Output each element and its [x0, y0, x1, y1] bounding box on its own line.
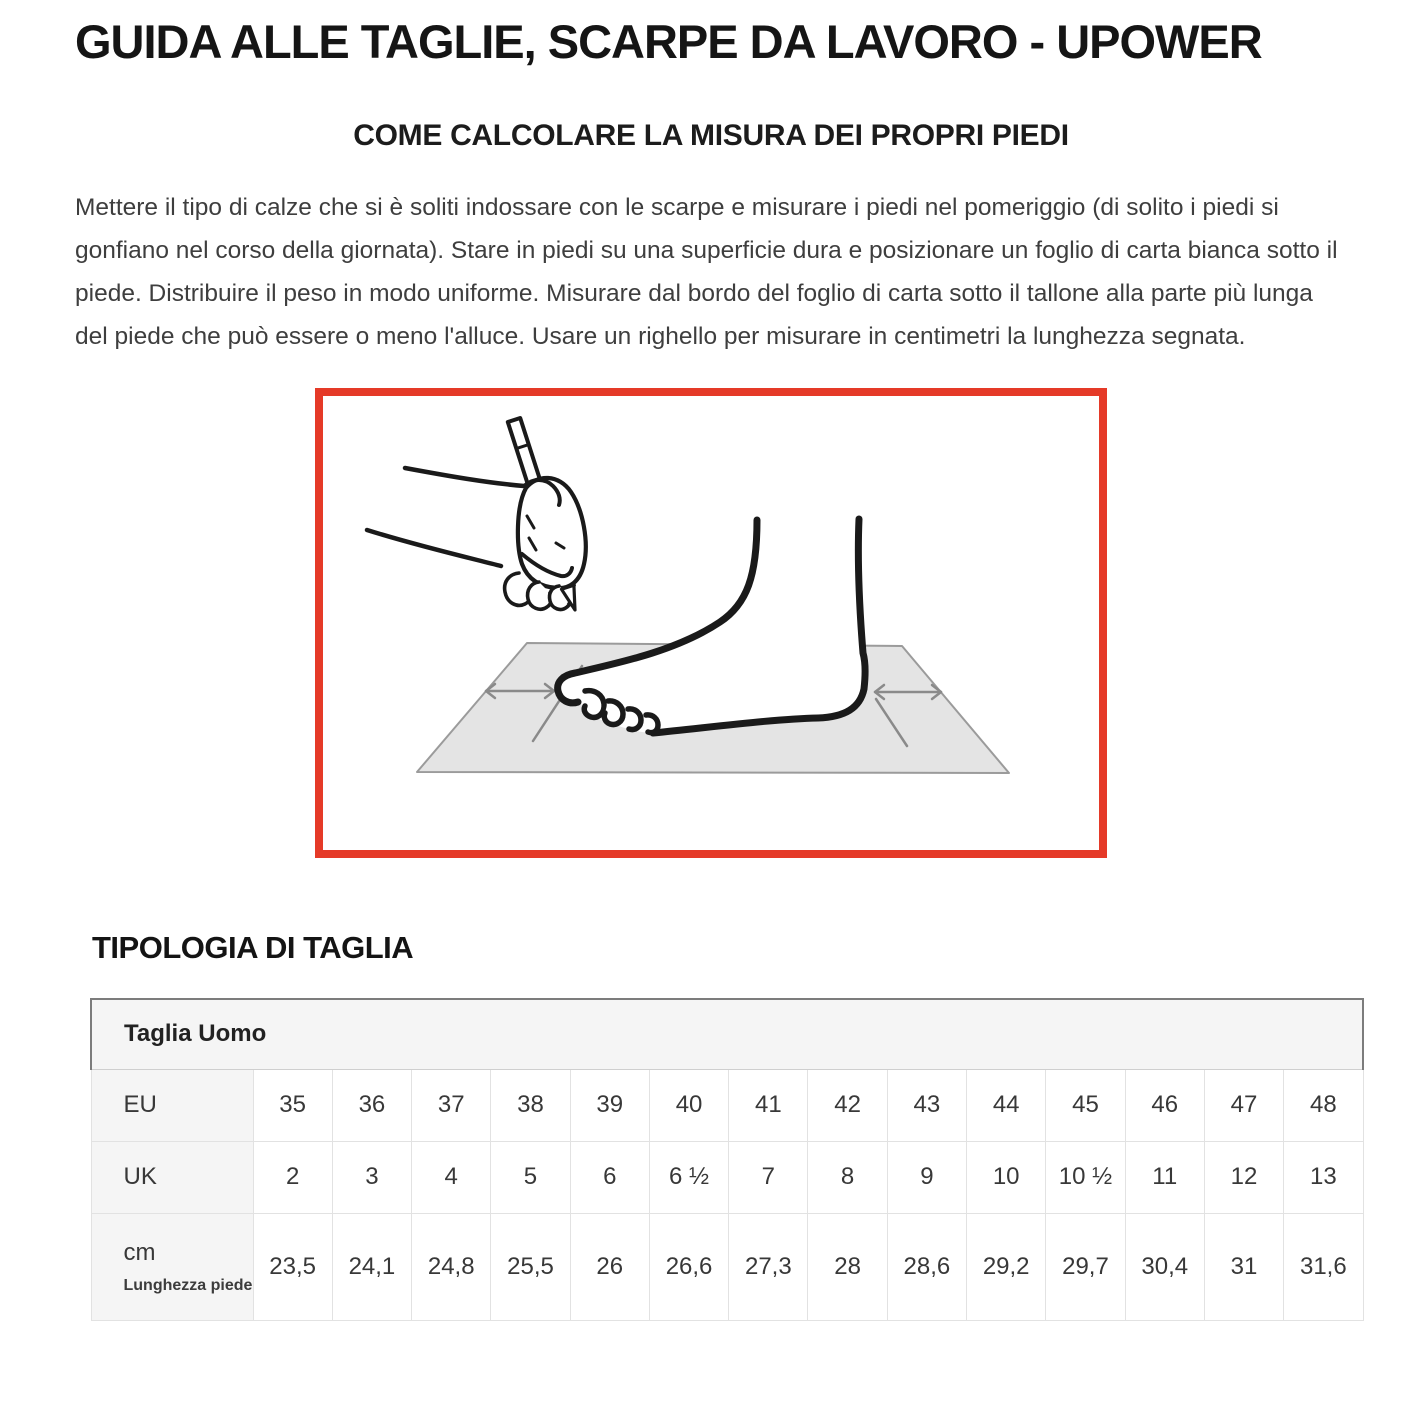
size-cell: 45 [1046, 1069, 1125, 1141]
hand-with-pencil [367, 418, 586, 610]
size-cell: 12 [1204, 1141, 1283, 1213]
size-table [90, 998, 1364, 1321]
table-row [91, 1213, 1363, 1320]
section-heading: TIPOLOGIA DI TAGLIA [92, 929, 414, 965]
size-cell: 2 [253, 1141, 332, 1213]
table-title-row [91, 999, 1363, 1070]
size-cell: 44 [967, 1069, 1046, 1141]
foot-measurement-figure [315, 388, 1107, 858]
size-cell: 38 [491, 1069, 570, 1141]
size-cell: 27,3 [729, 1213, 808, 1320]
foot-outline [558, 519, 865, 734]
size-cell: 30,4 [1125, 1213, 1204, 1320]
size-cell: 48 [1284, 1069, 1363, 1141]
size-cell: 3 [332, 1141, 411, 1213]
size-row-label: EU [91, 1069, 253, 1141]
page-title: GUIDA ALLE TAGLIE, SCARPE DA LAVORO - UPOWER [75, 15, 1262, 68]
size-cell: 4 [412, 1141, 491, 1213]
size-cell: 37 [412, 1069, 491, 1141]
size-row-label: UK [91, 1141, 253, 1213]
page-subtitle: COME CALCOLARE LA MISURA DEI PROPRI PIEDI [353, 118, 1069, 152]
size-cell: 7 [729, 1141, 808, 1213]
size-cell: 47 [1204, 1069, 1283, 1141]
size-cell: 6 ½ [649, 1141, 728, 1213]
intro-paragraph: Mettere il tipo di calze che si è soliti indossare con le scarpe e misurare i piedi nel pomeriggio (di solito i piedi si gonfiano nel corso della giornata). Stare in piedi su una superficie dura e posizionare un foglio di carta bianca sotto il piede. Distribuire il peso in modo uniforme. Misurare dal bordo del foglio di carta sotto il tallone alla parte più lunga del piede che può essere o meno l'alluce. Usare un righello per misurare in centimetri la lunghezza segnata. [75, 193, 1338, 350]
size-cell: 29,7 [1046, 1213, 1125, 1320]
size-cell: 31,6 [1284, 1213, 1363, 1320]
size-cell: 25,5 [491, 1213, 570, 1320]
size-cell: 36 [332, 1069, 411, 1141]
size-cell: 41 [729, 1069, 808, 1141]
size-row-sublabel: Lunghezza piede [123, 1276, 253, 1294]
size-cell: 29,2 [967, 1213, 1046, 1320]
size-table-wrap [90, 998, 1364, 1321]
size-cell: 13 [1284, 1141, 1363, 1213]
size-cell: 11 [1125, 1141, 1204, 1213]
size-table-body [91, 1069, 1363, 1320]
size-cell: 26 [570, 1213, 649, 1320]
size-cell: 28 [808, 1213, 887, 1320]
size-table-header: Taglia Uomo [91, 999, 1363, 1070]
size-cell: 31 [1204, 1213, 1283, 1320]
size-cell: 28,6 [887, 1213, 966, 1320]
size-cell: 6 [570, 1141, 649, 1213]
foot-measurement-illustration [323, 396, 1099, 850]
size-cell: 40 [649, 1069, 728, 1141]
size-cell: 9 [887, 1141, 966, 1213]
size-row-label: cm Lunghezza piede [91, 1213, 253, 1320]
table-row [91, 1069, 1363, 1141]
size-cell: 42 [808, 1069, 887, 1141]
size-cell: 35 [253, 1069, 332, 1141]
size-cell: 24,1 [332, 1213, 411, 1320]
table-row [91, 1141, 1363, 1213]
size-cell: 10 [967, 1141, 1046, 1213]
size-cell: 26,6 [649, 1213, 728, 1320]
size-cell: 10 ½ [1046, 1141, 1125, 1213]
size-cell: 43 [887, 1069, 966, 1141]
size-cell: 8 [808, 1141, 887, 1213]
size-cell: 46 [1125, 1069, 1204, 1141]
size-cell: 39 [570, 1069, 649, 1141]
size-cell: 5 [491, 1141, 570, 1213]
size-cell: 23,5 [253, 1213, 332, 1320]
size-cell: 24,8 [412, 1213, 491, 1320]
